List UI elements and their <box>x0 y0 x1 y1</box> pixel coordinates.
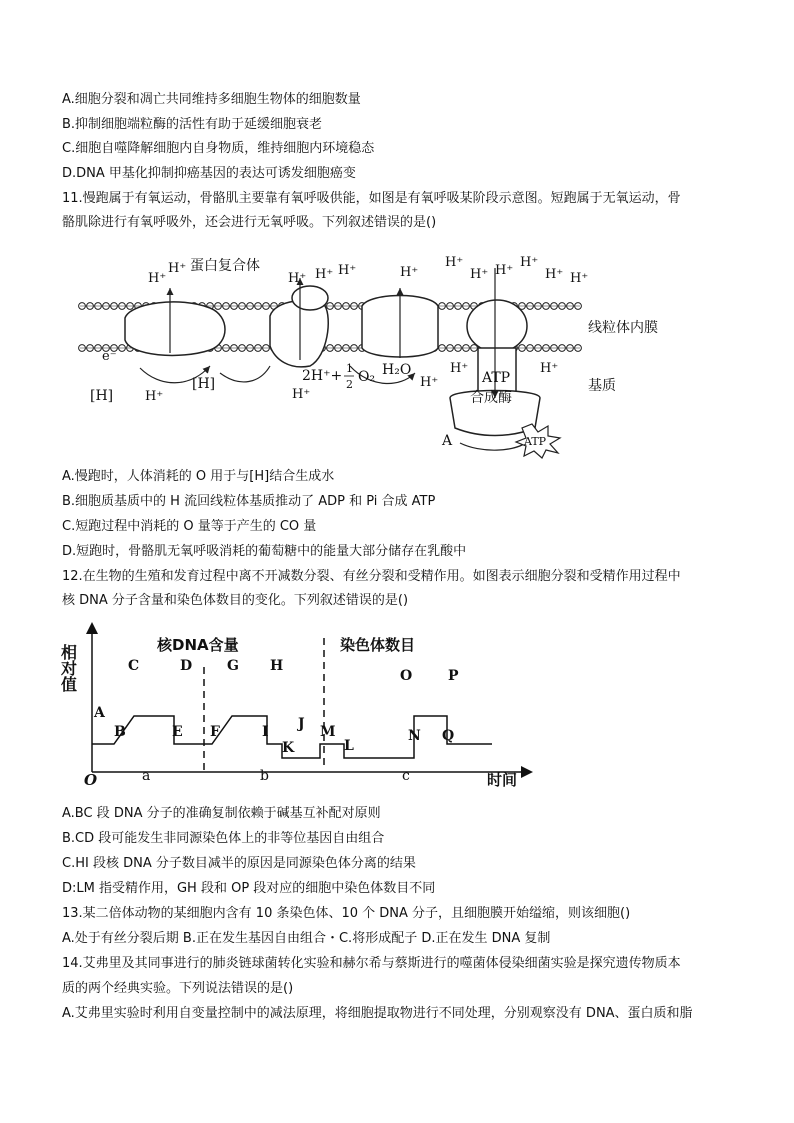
h-plus-label: H⁺ <box>570 271 589 286</box>
half-den: 2 <box>346 378 353 391</box>
o2-label: O₂ <box>358 369 376 385</box>
point-label-o: O <box>400 668 413 684</box>
y-axis-label: 相对值 <box>58 644 78 692</box>
q11-stem-line2: 骼肌除进行有氧呼吸外，还会进行无氧呼吸。下列叙述错误的是() <box>62 215 437 230</box>
q11-option-b: B.细胞质基质中的 H 流回线粒体基质推动了 ADP 和 Pi 合成 ATP <box>62 494 436 509</box>
atp-synthase-label-2: 合成酶 <box>470 390 512 406</box>
section-title-dna: 核DNA含量 <box>157 636 239 654</box>
q11-stem-line1: 11.慢跑属于有氧运动，骨骼肌主要靠有氧呼吸供能，如图是有氧呼吸某阶段示意图。短跑属于无氧运动，骨 <box>62 191 681 206</box>
h-plus-label: H⁺ <box>145 389 164 404</box>
h-plus-label: H⁺ <box>338 263 357 278</box>
h-plus-label: H⁺ <box>450 361 469 376</box>
point-label-e: E <box>172 724 183 740</box>
q10-option-a: A.细胞分裂和凋亡共同维持多细胞生物体的细胞数量 <box>62 92 361 107</box>
point-label-i: I <box>262 724 269 740</box>
point-label-a: A <box>94 705 105 721</box>
point-label-g: G <box>227 658 239 674</box>
h-plus-label: H⁺ <box>288 271 307 286</box>
atp-synthase-label-1: ATP <box>482 370 511 386</box>
protein-complex-2 <box>270 301 328 367</box>
point-label-d: D <box>180 658 193 674</box>
q12-option-a: A.BC 段 DNA 分子的准确复制依赖于碱基互补配对原则 <box>62 806 381 821</box>
point-label-k: K <box>282 740 295 756</box>
stage-label-a: a <box>142 768 151 784</box>
mitochondria-figure <box>70 248 690 458</box>
half-num: 1 <box>346 362 353 375</box>
q14-stem-line2: 质的两个经典实验。下列说法错误的是() <box>62 981 294 996</box>
q12-stem-line2: 核 DNA 分子含量和染色体数目的变化。下列叙述错误的是() <box>62 593 409 608</box>
point-label-p: P <box>448 668 459 684</box>
h-plus-label: H⁺ <box>400 265 419 280</box>
q12-option-b: B.CD 段可能发生非同源染色体上的非等位基因自由组合 <box>62 831 385 846</box>
protein-complex-1 <box>125 302 225 356</box>
stage-label-b: b <box>260 768 269 784</box>
point-label-b: B <box>114 724 126 740</box>
q11-option-c: C.短跑过程中消耗的 O 量等于产生的 CO 量 <box>62 519 317 534</box>
point-label-f: F <box>210 724 220 740</box>
h2o-label: H₂O <box>382 362 412 378</box>
matrix-label: 基质 <box>588 378 616 394</box>
h-plus-label: H⁺ <box>470 267 489 282</box>
q11-option-d: D.短跑时，骨骼肌无氧呼吸消耗的葡萄糖中的能量大部分储存在乳酸中 <box>62 544 467 559</box>
h-bracket-label: [H] <box>192 376 216 392</box>
h-plus-label: H⁺ <box>445 255 464 270</box>
h-plus-label: H⁺ <box>315 267 334 282</box>
cytochrome-c <box>292 286 328 310</box>
stage-label-c: c <box>402 768 410 784</box>
reaction-lhs: 2H⁺+ <box>302 368 343 384</box>
h-bracket-label: [H] <box>90 388 114 404</box>
section-title-chromosome: 染色体数目 <box>340 636 416 654</box>
origin-label: O <box>84 771 98 789</box>
point-label-h: H <box>270 658 284 674</box>
h-plus-label: H⁺ <box>545 267 564 282</box>
h-plus-label: H⁺ <box>420 375 439 390</box>
q10-option-d: D.DNA 甲基化抑制抑癌基因的表达可诱发细胞癌变 <box>62 166 356 181</box>
q12-option-d: D:LM 指受精作用，GH 段和 OP 段对应的细胞中染色体数目不同 <box>62 881 436 896</box>
membrane-label: 线粒体内膜 <box>588 320 658 336</box>
h-plus-label: H⁺ <box>520 255 539 270</box>
point-label-m: M <box>320 724 336 740</box>
q12-stem-line1: 12.在生物的生殖和发育过程中离不开减数分裂、有丝分裂和受精作用。如图表示细胞分裂和受精作用过程中 <box>62 569 681 584</box>
q10-option-c: C.细胞自噬降解细胞内自身物质，维持细胞内环境稳态 <box>62 141 375 156</box>
point-label-j: J <box>298 716 305 732</box>
dna-chromosome-chart <box>58 622 532 792</box>
x-axis-label: 时间 <box>487 771 518 789</box>
h-plus-label: H⁺ <box>168 261 187 276</box>
h-plus-label: H⁺ <box>495 263 514 278</box>
complex-label: 蛋白复合体 <box>190 258 260 274</box>
point-label-c: C <box>128 658 140 674</box>
q12-option-c: C.HI 段核 DNA 分子数目减半的原因是同源染色体分离的结果 <box>62 856 416 871</box>
atp-synthase-rotor <box>467 300 527 352</box>
q11-option-a: A.慢跑时，人体消耗的 O 用于与[H]结合生成水 <box>62 469 335 484</box>
q13-options: A.处于有丝分裂后期 B.正在发生基因自由组合・C.将形成配子 D.正在发生 DNA 复制 <box>62 931 551 946</box>
h-plus-label: H⁺ <box>292 387 311 402</box>
q10-option-b: B.抑制细胞端粒酶的活性有助于延缓细胞衰老 <box>62 117 323 132</box>
h-plus-label: H⁺ <box>540 361 559 376</box>
q14-stem-line1: 14.艾弗里及其同事进行的肺炎链球菌转化实验和赫尔希与蔡斯进行的噬菌体侵染细菌实验是探究遗传物质本 <box>62 956 681 971</box>
h-plus-label: H⁺ <box>148 271 167 286</box>
q13-stem: 13.某二倍体动物的某细胞内含有 10 条染色体、10 个 DNA 分子，且细胞膜开始缢缩，则该细胞() <box>62 906 631 921</box>
point-label-l: L <box>344 738 354 754</box>
q14-option-a: A.艾弗里实验时利用自变量控制中的减法原理，将细胞提取物进行不同处理，分别观察没有 DNA、蛋白质和脂 <box>62 1006 693 1021</box>
point-label-n: N <box>408 728 421 744</box>
atp-label: ATP <box>524 435 547 448</box>
adp-a-label: A <box>442 433 453 449</box>
electron-label: e⁻ <box>102 349 117 364</box>
point-label-q: Q <box>442 728 455 744</box>
